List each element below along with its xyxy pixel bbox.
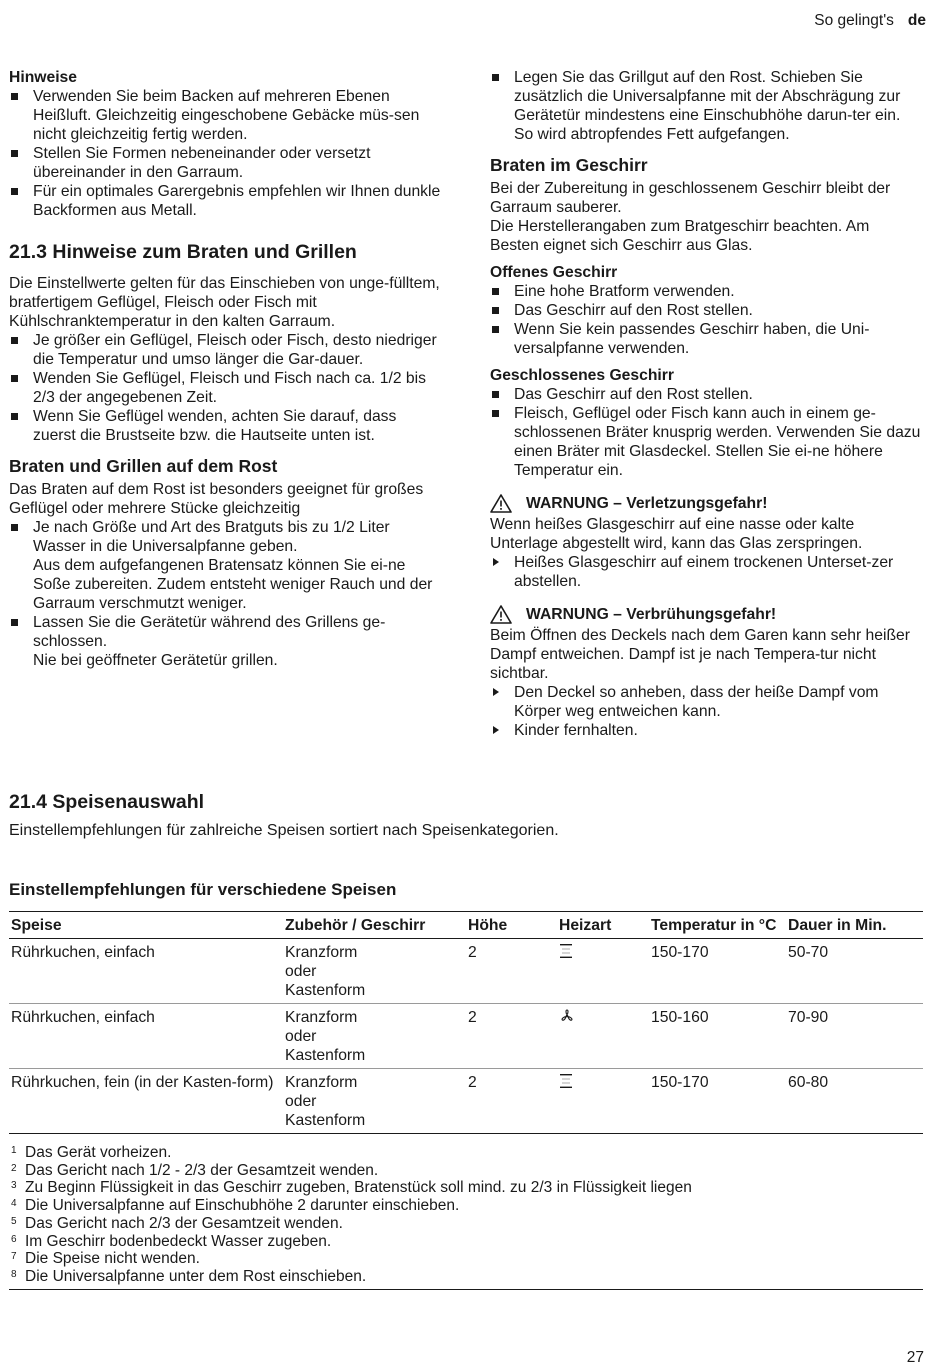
list-item: Je größer ein Geflügel, Fleisch oder Fisch, desto niedriger die Temperatur und umso länger die Gar-dauer. (9, 331, 441, 369)
cell-heizart (557, 1069, 649, 1134)
warning-injury-text: Wenn heißes Glasgeschirr auf eine nasse oder kalte Unterlage abgestellt wird, kann das Glas zerspringen. (490, 516, 863, 552)
top-bottom-heat-icon (559, 1073, 573, 1089)
geschirr-title: Braten im Geschirr (490, 155, 648, 175)
geschirr-paragraph-1: Bei der Zubereitung in geschlossenem Geschirr bleibt der Garraum sauberer. (490, 180, 891, 216)
action-arrow-icon (493, 726, 499, 734)
list-item: Heißes Glasgeschirr auf einem trockenen Unterset-zer abstellen. (490, 553, 922, 591)
footnote-rule (9, 1289, 923, 1290)
footnote: 8 Die Universalpfanne unter dem Rost einschieben. (11, 1267, 367, 1285)
section-21-4-intro: Einstellempfehlungen für zahlreiche Speisen sortiert nach Speisenkategorien. (9, 822, 559, 839)
table-title: Einstellempfehlungen für verschiedene Speisen (9, 880, 397, 899)
settings-table (9, 911, 923, 1134)
warning-scald (490, 605, 922, 624)
top-bottom-heat-icon (559, 943, 573, 959)
footnote: 5 Das Gericht nach 2/3 der Gesamtzeit wenden. (11, 1214, 343, 1232)
table-header-row (9, 912, 923, 939)
offen-title: Offenes Geschirr (490, 264, 618, 281)
right-column (490, 68, 922, 740)
list-item: Das Geschirr auf den Rost stellen. (490, 385, 922, 404)
action-arrow-icon (493, 688, 499, 696)
list-item: Stellen Sie Formen nebeneinander oder versetzt übereinander in den Garraum. (9, 144, 441, 182)
cell-speise: Rührkuchen, einfach (11, 1009, 155, 1026)
warning-injury (490, 494, 922, 513)
section-intro: Die Einstellwerte gelten für das Einschieben von unge-fülltem, bratfertigem Geflügel, Fleisch oder Fisch mit Kühlschranktemperatur in den kalten Garraum. (9, 275, 440, 330)
bullet-icon (11, 375, 18, 382)
list-item: Wenn Sie kein passendes Geschirr haben, die Uni-versalpfanne verwenden. (490, 320, 922, 358)
section-title-21-3: 21.3 Hinweise zum Braten und Grillen (9, 241, 357, 263)
cell-hoehe: 2 (468, 944, 477, 961)
footnote: 3 Zu Beginn Flüssigkeit in das Geschirr zugeben, Bratenstück soll mind. zu 2/3 in Flüssigkeit liegen (11, 1179, 692, 1197)
action-arrow-icon (493, 558, 499, 566)
cell-speise: Rührkuchen, einfach (11, 944, 155, 961)
rost-intro: Das Braten auf dem Rost ist besonders geeignet für großes Geflügel oder mehrere Stücke gleichzeitig (9, 481, 424, 517)
cell-heizart (557, 939, 649, 1004)
warning-triangle-icon (490, 605, 512, 624)
bullet-icon (11, 337, 18, 344)
list-item: Für ein optimales Garergebnis empfehlen wir Ihnen dunkle Backformen aus Metall. (9, 182, 441, 220)
geschlossen-list (490, 385, 922, 480)
list-item: Legen Sie das Grillgut auf den Rost. Schieben Sie zusätzlich die Universalpfanne mit der Abschrägung zur Gerätetür mindestens eine Einschubhöhe darun-ter ein. So wird abtropfendes Fett aufgefangen. (490, 68, 922, 144)
table-row (9, 1069, 923, 1134)
list-item: Das Geschirr auf den Rost stellen. (490, 301, 922, 320)
warning-triangle-icon (490, 494, 512, 513)
geschlossen-title: Geschlossenes Geschirr (490, 367, 674, 384)
footnote: 1 Das Gerät vorheizen. (11, 1144, 172, 1161)
table-row (9, 939, 923, 1004)
left-column (9, 68, 441, 670)
bullet-icon (492, 307, 499, 314)
cell-zubehoer: Kranzform oder Kastenform (285, 1009, 366, 1064)
bullet-icon (11, 524, 18, 531)
bullet-icon (11, 188, 18, 195)
geschirr-paragraph-2: Die Herstellerangaben zum Bratgeschirr beachten. Am Besten eignet sich Geschirr aus Glas. (490, 218, 870, 254)
bullet-icon (492, 326, 499, 333)
cell-dauer: 70-90 (788, 1009, 829, 1026)
cell-temperatur: 150-170 (651, 944, 709, 961)
offen-list (490, 282, 922, 358)
cell-zubehoer: Kranzform oder Kastenform (285, 1074, 366, 1129)
rost-list (9, 518, 441, 670)
bullet-icon (11, 150, 18, 157)
list-item: Lassen Sie die Gerätetür während des Grillens ge-schlossen. Nie bei geöffneter Gerätetür grillen. (9, 613, 441, 670)
cell-zubehoer: Kranzform oder Kastenform (285, 944, 366, 999)
col-header-temperatur: Temperatur in °C (651, 917, 777, 934)
bullet-icon (11, 413, 18, 420)
grill-list (490, 68, 922, 144)
hinweise-title: Hinweise (9, 69, 78, 86)
braten-hints-list (9, 331, 441, 445)
footnotes (9, 1144, 923, 1286)
warning-scald-actions (490, 683, 922, 740)
bullet-icon (11, 93, 18, 100)
list-item: Den Deckel so anheben, dass der heiße Dampf vom Körper weg entweichen kann. (490, 683, 922, 721)
cell-hoehe: 2 (468, 1009, 477, 1026)
col-header-speise: Speise (11, 917, 62, 934)
section-title-21-4: 21.4 Speisenauswahl (9, 791, 205, 813)
footnote: 4 Die Universalpfanne auf Einschubhöhe 2 darunter einschieben. (11, 1197, 460, 1215)
cell-temperatur: 150-170 (651, 1074, 709, 1091)
warning-injury-title: WARNUNG – Verletzungsgefahr! (526, 495, 768, 512)
cell-speise: Rührkuchen, fein (in der Kasten-form) (11, 1074, 274, 1091)
bullet-icon (492, 410, 499, 417)
rost-title: Braten und Grillen auf dem Rost (9, 456, 278, 476)
section-21-4 (9, 790, 929, 840)
warning-injury-actions (490, 553, 922, 591)
footnote: 2 Das Gericht nach 1/2 - 2/3 der Gesamtzeit wenden. (11, 1161, 379, 1179)
page-number: 27 (906, 1349, 924, 1366)
language-tag: de (907, 12, 926, 29)
list-item: Kinder fernhalten. (490, 721, 922, 740)
bullet-icon (492, 74, 499, 81)
bullet-icon (11, 619, 18, 626)
warning-scald-title: WARNUNG – Verbrühungsgefahr! (526, 606, 777, 623)
list-item: Wenden Sie Geflügel, Fleisch und Fisch nach ca. 1/2 bis 2/3 der angegebenen Zeit. (9, 369, 441, 407)
cell-heizart (557, 1004, 649, 1069)
warning-scald-text: Beim Öffnen des Deckels nach dem Garen kann sehr heißer Dampf entweichen. Dampf ist je nach Tempera-tur nicht sichtbar. (490, 627, 911, 682)
list-item: Fleisch, Geflügel oder Fisch kann auch in einem ge-schlossenen Bräter knusprig werden. Verwenden Sie dazu einen Bräter mit Glasdeckel. Stellen Sie ei-ne höhere Temperatur ein. (490, 404, 922, 480)
list-item: Eine hohe Bratform verwenden. (490, 282, 922, 301)
col-header-hoehe: Höhe (468, 917, 508, 934)
cell-temperatur: 150-160 (651, 1009, 709, 1026)
list-item: Verwenden Sie beim Backen auf mehreren Ebenen Heißluft. Gleichzeitig eingeschobene Gebäcke müs-sen nicht gleichzeitig fertig werden. (9, 87, 441, 144)
cell-dauer: 60-80 (788, 1074, 829, 1091)
footnote: 7 Die Speise nicht wenden. (11, 1250, 200, 1268)
cell-dauer: 50-70 (788, 944, 829, 961)
running-title: So gelingt's (814, 12, 894, 29)
col-header-dauer: Dauer in Min. (788, 917, 887, 934)
bullet-icon (492, 288, 499, 295)
table-row (9, 1004, 923, 1069)
list-item: Wenn Sie Geflügel wenden, achten Sie darauf, dass zuerst die Brustseite bzw. die Hautseite unten ist. (9, 407, 441, 445)
bullet-icon (492, 391, 499, 398)
running-header (814, 12, 926, 30)
cell-hoehe: 2 (468, 1074, 477, 1091)
list-item: Je nach Größe und Art des Bratguts bis zu 1/2 Liter Wasser in die Universalpfanne geben. Aus dem aufgefangenen Bratensatz können Sie ei-ne Soße zubereiten. Zudem entsteht weniger Rauch und der Garraum verschmutzt weniger. (9, 518, 441, 613)
footnote: 6 Im Geschirr bodenbedeckt Wasser zugeben. (11, 1232, 332, 1250)
fan-heat-icon (559, 1008, 575, 1024)
col-header-zubehoer: Zubehör / Geschirr (285, 917, 426, 934)
col-header-heizart: Heizart (559, 917, 612, 934)
hinweise-list (9, 87, 441, 220)
